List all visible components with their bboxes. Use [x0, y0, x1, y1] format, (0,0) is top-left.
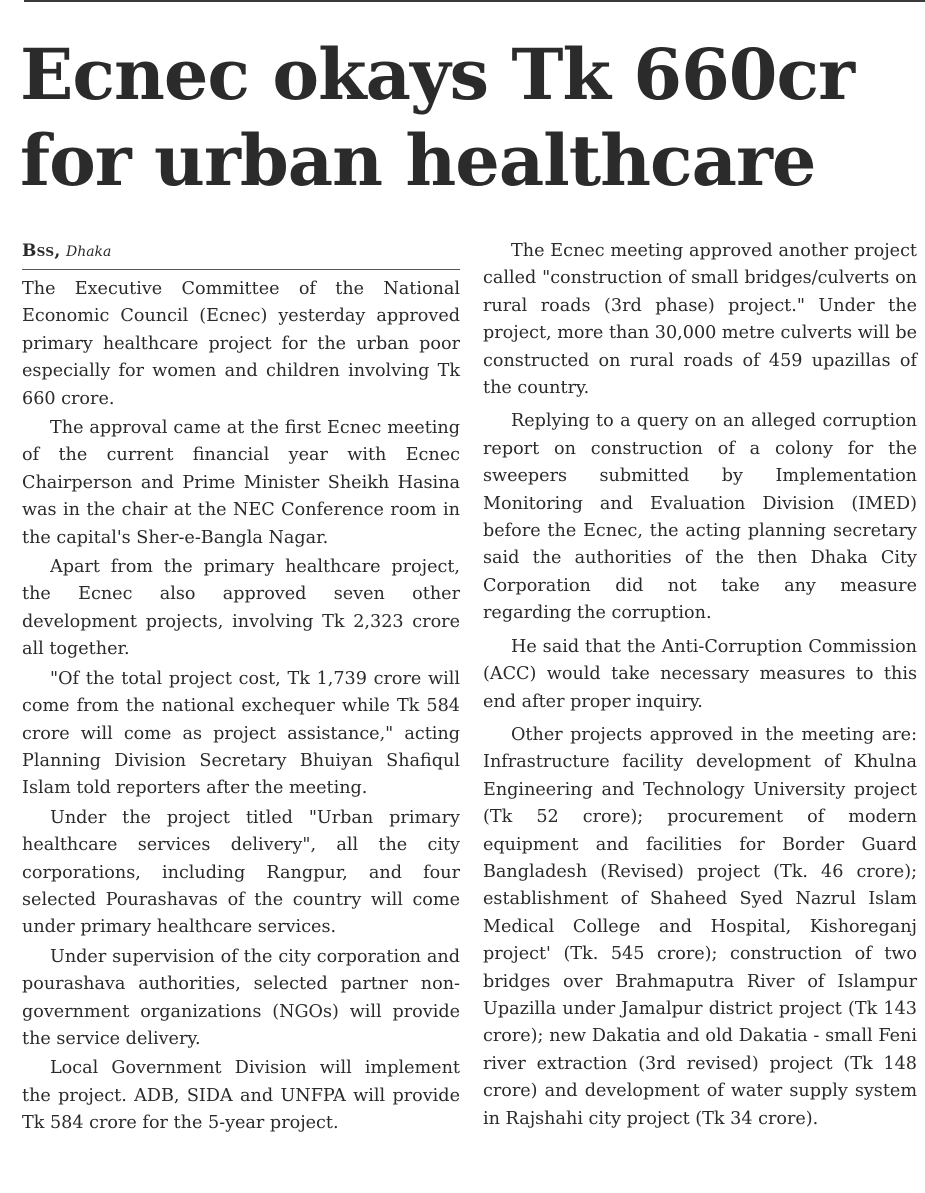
paragraph: He said that the Anti-Corruption Commission (ACC) would take necessary measures to this end after proper inquiry.: [483, 636, 917, 712]
paragraph: The Executive Committee of the National Economic Council (Ecnec) yesterday approved primary healthcare project for the urban poor especially for women and children involving Tk 660 crore.: [22, 279, 460, 409]
paragraph: Under supervision of the city corporation and pourashava authorities, selected partner non-government organizations (NGOs) will provide the service delivery.: [22, 946, 460, 1049]
byline-place: Dhaka: [65, 244, 112, 260]
headline: [20, 32, 920, 204]
headline-line-2: for urban healthcare: [20, 119, 816, 202]
byline-agency: Bss,: [22, 241, 61, 261]
byline: [22, 238, 460, 270]
paragraph: The Ecnec meeting approved another project called "construction of small bridges/culverts on rural roads (3rd phase) project." Under the project, more than 30,000 metre culverts will be constructed on rural roads of 459 upazillas of the country.: [483, 241, 917, 399]
paragraph: The approval came at the first Ecnec meeting of the current financial year with Ecnec Chairperson and Prime Minister Sheikh Hasina was in the chair at the NEC Conference room in the capital's Sher-e-Bangla Nagar.: [22, 418, 460, 548]
top-rule: [24, 0, 925, 2]
paragraph: Other projects approved in the meeting are: Infrastructure facility development of Khulna Engineering and Technology University project (Tk 52 crore); procurement of modern equipment and facilities for Border Guard Bangladesh (Revised) project (Tk. 46 crore); establishment of Shaheed Syed Nazrul Islam Medical College and Hospital, Kishoreganj project' (Tk. 545 crore); construction of two bridges over Brahmaputra River of Islampur Upazilla under Jamalpur district project (Tk 143 crore); new Dakatia and old Dakatia - small Feni river extraction (3rd revised) project (Tk 148 crore) and development of water supply system in Rajshahi city project (Tk 34 crore).: [483, 724, 917, 1129]
headline-line-1: Ecnec okays Tk 660cr: [20, 33, 854, 116]
left-column: [22, 238, 460, 1140]
right-column: [483, 238, 917, 1139]
paragraph: Apart from the primary healthcare project, the Ecnec also approved seven other development projects, involving Tk 2,323 crore all together.: [22, 557, 460, 660]
paragraph: Replying to a query on an alleged corruption report on construction of a colony for the sweepers submitted by Implementation Monitoring and Evaluation Division (IMED) before the Ecnec, the acting planning secretary said the authorities of the then Dhaka City Corporation did not take any measure regarding the corruption.: [483, 411, 917, 624]
paragraph: Under the project titled "Urban primary healthcare services delivery", all the city corporations, including Rangpur, and four selected Pourashavas of the country will come under primary healthcare services.: [22, 807, 460, 938]
paragraph: "Of the total project cost, Tk 1,739 crore will come from the national exchequer while Tk 584 crore will come as project assistance," acting Planning Division Secretary Bhuiyan Shafiqul Islam told reporters after the meeting.: [22, 668, 460, 799]
paragraph: Local Government Division will implement the project. ADB, SIDA and UNFPA will provide Tk 584 crore for the 5-year project.: [22, 1058, 460, 1134]
